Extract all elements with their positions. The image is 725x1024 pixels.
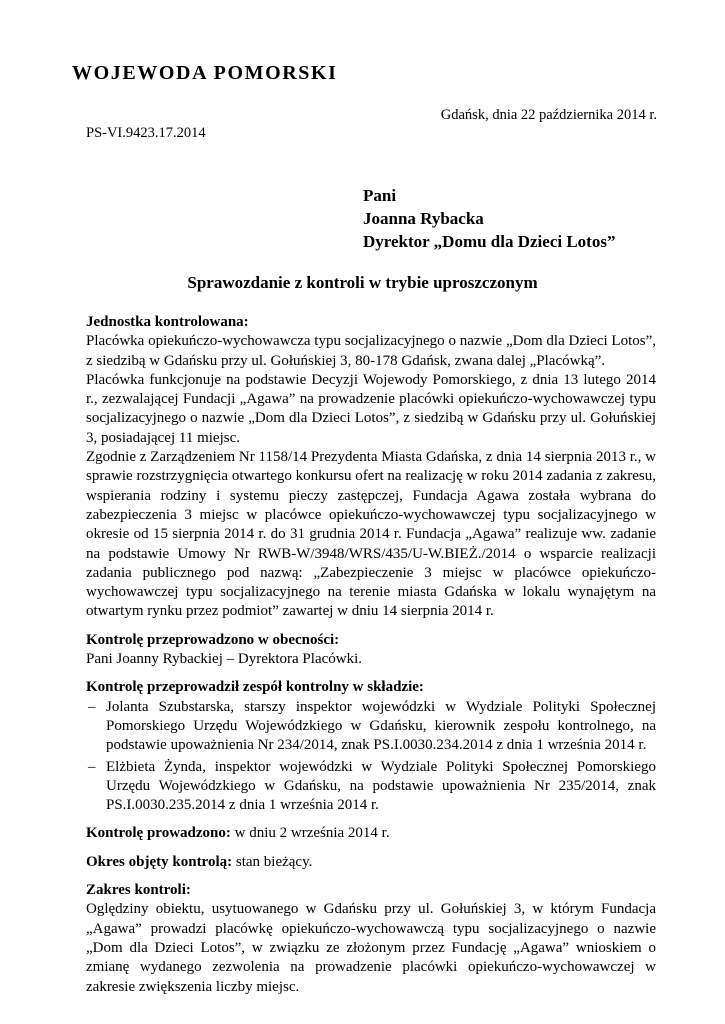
conducted-text: w dniu 2 września 2014 r. bbox=[230, 825, 390, 842]
team-member-text: Elżbieta Żynda, inspektor wojewódzki w Wydziale Polityki Społecznej Pomorskiego Urzędu Wojewódzkiego w Gdańsku, na podstawie upoważnienia Nr 235/2014, znak PS.I.0030.235.2014 z dnia 1 września 2014 r. bbox=[106, 758, 656, 814]
team-member-text: Jolanta Szubstarska, starszy inspektor wojewódzki w Wydziale Polityki Społecznej Pomorskiego Urzędu Wojewódzkiego w Gdańsku, kierownik zespołu kontrolnego, na podstawie upoważnienia Nr 234/2014, znak PS.I.0030.234.2014 z dnia 1 września 2014 r. bbox=[106, 698, 656, 754]
scope-label: Zakres kontroli: bbox=[86, 882, 191, 899]
addressee-name: Joanna Rybacka bbox=[363, 209, 484, 228]
report-body bbox=[86, 313, 656, 997]
team-label: Kontrolę przeprowadził zespół kontrolny w składzie: bbox=[86, 679, 424, 696]
unit-paragraph: Zgodnie z Zarządzeniem Nr 1158/14 Prezydenta Miasta Gdańska, z dnia 14 sierpnia 2013 r., w sprawie rozstrzygnięcia otwartego konkursu ofert na realizację w roku 2014 zadania z zakresu, wspierania rodziny i systemu pieczy zastępczej, Fundacja Agawa została wybrana do zabezpieczenia 3 miejsc w placówce opiekuńczo-wychowawczej typu socjalizacyjnego w okresie od 15 sierpnia 2014 r. do 31 grudnia 2014 r. Fundacja „Agawa” realizuje ww. zadanie na podstawie Umowy Nr RWB-W/3948/WRS/435/U-W.BIEŻ./2014 o wsparcie realizacji zadania publicznego pod nazwą: „Zabezpieczenie 3 miejsc w placówce opiekuńczo-wychowawczej typu socjalizacyjnego na terenie miasta Gdańska w lokalu wynajętym na otwartym rynku przez podmiot” zawartej w dniu 14 sierpnia 2014 r. bbox=[86, 449, 656, 620]
unit-paragraph: Placówka opiekuńczo-wychowawcza typu socjalizacyjnego o nazwie „Dom dla Dzieci Lotos”, z siedzibą w Gdańsku przy ul. Gołuńskiej 3, 80-178 Gdańsk, zwana dalej „Placówką”. bbox=[86, 333, 656, 369]
conducted-label: Kontrolę prowadzono: bbox=[86, 825, 231, 842]
period-label: Okres objęty kontrolą: bbox=[86, 853, 233, 870]
addressee-salutation: Pani bbox=[363, 186, 397, 205]
presence-text: Pani Joanny Rybackiej – Dyrektora Placówki. bbox=[86, 651, 363, 668]
team-section bbox=[86, 678, 656, 815]
authority-header: WOJEWODA POMORSKI bbox=[72, 62, 338, 84]
presence-label: Kontrolę przeprowadzono w obecności: bbox=[86, 631, 340, 648]
period-section bbox=[86, 853, 656, 872]
conducted-section bbox=[86, 824, 656, 843]
presence-section bbox=[86, 631, 656, 670]
document-title: Sprawozdanie z kontroli w trybie uproszczonym bbox=[187, 273, 538, 292]
team-list bbox=[86, 698, 656, 816]
addressee-block bbox=[363, 184, 615, 253]
scope-section bbox=[86, 881, 656, 997]
team-member bbox=[86, 758, 656, 816]
list-dash: – bbox=[88, 698, 96, 715]
list-dash: – bbox=[88, 758, 96, 775]
addressee-position: Dyrektor „Domu dla Dzieci Lotos” bbox=[363, 232, 616, 251]
period-line bbox=[86, 853, 656, 872]
reference-number: PS-VI.9423.17.2014 bbox=[86, 125, 206, 141]
scope-text: Oględziny obiektu, usytuowanego w Gdańsku przy ul. Gołuńskiej 3, w którym Fundacja „Agawa” prowadzi placówkę opiekuńczo-wychowawczą typu socjalizacyjnego o nazwie „Dom dla Dzieci Lotos”, w związku ze złożonym przez Fundację „Agawa” wnioskiem o zmianę wydanego zezwolenia na prowadzenie placówki opiekuńczo-wychowawczej w zakresie zwiększenia liczby miejsc. bbox=[86, 901, 656, 995]
period-text: stan bieżący. bbox=[232, 853, 313, 870]
unit-paragraph: Placówka funkcjonuje na podstawie Decyzji Wojewody Pomorskiego, z dnia 13 lutego 2014 r., zezwalającej Fundacji „Agawa” na prowadzenie placówki opiekuńczo-wychowawczej typu socjalizacyjnego o nazwie „Dom dla Dzieci Lotos”, z siedzibą w Gdańsku przy ul. Gołuńskiej 3, posiadającej 11 miejsc. bbox=[86, 371, 656, 446]
team-member bbox=[86, 698, 656, 756]
date-line: Gdańsk, dnia 22 października 2014 r. bbox=[440, 107, 657, 123]
unit-label: Jednostka kontrolowana: bbox=[86, 314, 249, 330]
conducted-line bbox=[86, 824, 656, 843]
unit-section bbox=[86, 313, 656, 622]
